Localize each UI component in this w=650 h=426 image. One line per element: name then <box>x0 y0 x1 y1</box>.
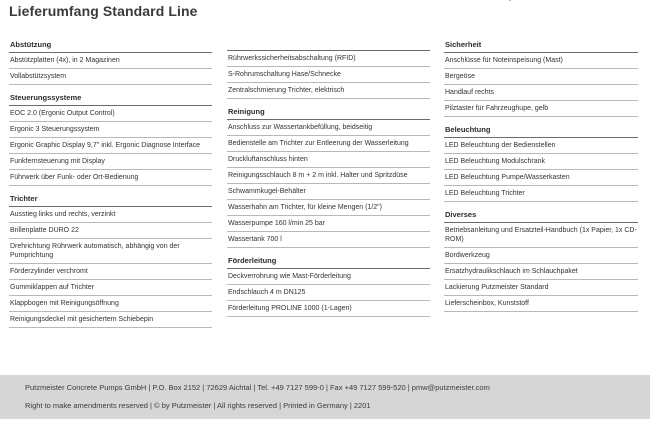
list-item: Bedienstelle am Trichter zur Entleerung der Wasserleitung <box>227 136 430 152</box>
list-item: EOC 2.0 (Ergonic Output Control) <box>9 106 212 122</box>
list-item: Führwerk über Funk- oder Ort-Bedienung <box>9 170 212 186</box>
section <box>9 39 212 85</box>
section-rule <box>227 39 430 51</box>
list-item: Anschlüsse für Noteinspeisung (Mast) <box>444 53 638 69</box>
list-item: Zentralschmierung Trichter, elektrisch <box>227 83 430 99</box>
list-item: Endschlauch 4 m DN125 <box>227 285 430 301</box>
section <box>9 92 212 186</box>
list-item: Funkfernsteuerung mit Display <box>9 154 212 170</box>
list-item: Ergonic 3 Steuerungssystem <box>9 122 212 138</box>
section-heading: Beleuchtung <box>444 124 638 138</box>
list-item: LED Beleuchtung der Bedienstellen <box>444 138 638 154</box>
list-item: LED Beleuchtung Trichter <box>444 186 638 202</box>
list-item: Ersatzhydraulikschlauch im Schlauchpaket <box>444 264 638 280</box>
list-item: LED Beleuchtung Modulschrank <box>444 154 638 170</box>
list-item: Vollabstützsystem <box>9 69 212 85</box>
section-heading: Steuerungssysteme <box>9 92 212 106</box>
list-item: Pilztaster für Fahrzeughupe, gelb <box>444 101 638 117</box>
list-item: Wasserpumpe 160 l/min 25 bar <box>227 216 430 232</box>
list-item: S-Rohrumschaltung Hase/Schnecke <box>227 67 430 83</box>
footer-contact-line: Putzmeister Concrete Pumps GmbH | P.O. Box 2152 | 72629 Aichtal | Tel. +49 7127 599-0 | Fax +49 7127 599-520 | pmw@putzmeister.com <box>25 383 490 392</box>
list-item: Betriebsanleitung und Ersatzteil-Handbuch (1x Papier, 1x CD-ROM) <box>444 223 638 248</box>
section <box>227 106 430 248</box>
section-heading: Trichter <box>9 193 212 207</box>
section <box>444 209 638 312</box>
section <box>9 193 212 328</box>
list-item: Druckluftanschluss hinten <box>227 152 430 168</box>
list-item: Deckverrohrung wie Mast-Förderleitung <box>227 269 430 285</box>
top-right-note <box>447 0 512 1</box>
list-item: Reinigungsdeckel mit gesichertem Schiebepin <box>9 312 212 328</box>
section <box>444 124 638 202</box>
list-item: Schwammkugel-Behälter <box>227 184 430 200</box>
column-middle <box>227 39 430 317</box>
list-item: Ausstieg links und rechts, verzinkt <box>9 207 212 223</box>
list-item: Brillenplatte DURO 22 <box>9 223 212 239</box>
page-title: Lieferumfang Standard Line <box>9 3 198 19</box>
list-item: Anschluss zur Wassertankbefüllung, beidseitig <box>227 120 430 136</box>
section-heading: Diverses <box>444 209 638 223</box>
list-item: Bergeöse <box>444 69 638 85</box>
footer <box>0 375 650 419</box>
list-item: LED Beleuchtung Pumpe/Wasserkasten <box>444 170 638 186</box>
column-left <box>9 39 212 328</box>
list-item: Drehrichtung Rührwerk automatisch, abhängig von der Pumprichtung <box>9 239 212 264</box>
section-heading: Reinigung <box>227 106 430 120</box>
footer-legal-line: Right to make amendments reserved | © by Putzmeister | All rights reserved | Printed in Germany | 2201 <box>25 401 371 410</box>
list-item: Wassertank 700 l <box>227 232 430 248</box>
list-item: Bordwerkzeug <box>444 248 638 264</box>
list-item: Reinigungsschlauch 8 m + 2 m inkl. Halter und Spritzdüse <box>227 168 430 184</box>
section-heading: Abstützung <box>9 39 212 53</box>
list-item: Handlauf rechts <box>444 85 638 101</box>
section <box>227 39 430 99</box>
section-heading: Sicherheit <box>444 39 638 53</box>
column-right <box>444 39 638 312</box>
list-item: Förderzylinder verchromt <box>9 264 212 280</box>
section <box>444 39 638 117</box>
list-item: Förderleitung PROLINE 1000 (1-Lagen) <box>227 301 430 317</box>
section <box>227 255 430 317</box>
list-item: Lackierung Putzmeister Standard <box>444 280 638 296</box>
list-item: Gummiklappen auf Trichter <box>9 280 212 296</box>
list-item: Lieferscheinbox, Kunststoff <box>444 296 638 312</box>
list-item: Wasserhahn am Trichter, für kleine Mengen (1/2") <box>227 200 430 216</box>
section-heading: Förderleitung <box>227 255 430 269</box>
list-item: Abstützplatten (4x), in 2 Magazinen <box>9 53 212 69</box>
list-item: Klappbogen mit Reinigungsöffnung <box>9 296 212 312</box>
list-item: Rührwerkssicherheitsabschaltung (RFID) <box>227 51 430 67</box>
list-item: Ergonic Graphic Display 9,7" inkl. Ergonic Diagnose Interface <box>9 138 212 154</box>
